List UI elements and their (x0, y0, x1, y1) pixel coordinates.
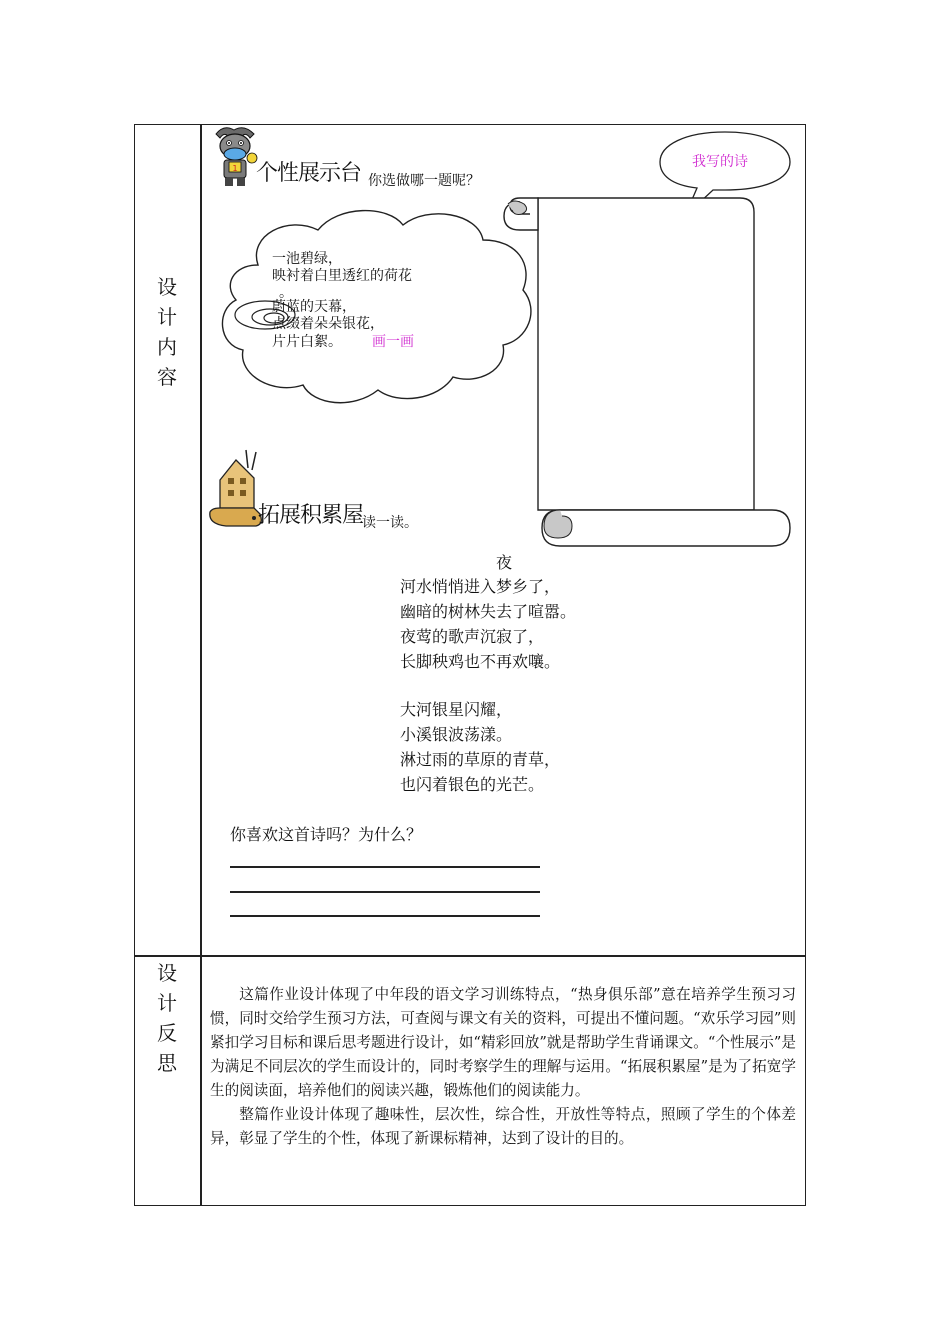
answer-line[interactable] (230, 915, 540, 917)
draw-label: 画一画 (372, 334, 414, 350)
scroll-writing-area (500, 190, 795, 552)
poem-line: 大河银星闪耀， (400, 700, 513, 719)
poem-stanza-1 (400, 574, 576, 674)
poem-line: 幽暗的树林失去了喧嚣。 (400, 602, 577, 621)
personal-showcase-heading: 个性展示台 (256, 161, 362, 186)
reflection-paragraph-1: 这篇作业设计体现了中年段的语文学习训练特点，“热身俱乐部”意在培养学生预习习惯，同时交给学生预习方法，可查阅与课文有关的资料，可提出不懂问题。“欢乐学习园”则紧扣学习目标和课后思考题进行设计，如“精彩回放”就是帮助学生背诵课文。“个性展示”是为满足不同层次的学生而设计的，同时考察学生的理解与运用。“拓展积累屋”是为了拓宽学生的阅读面，培养他们的阅读兴趣，锻炼他们的阅读能力。 (210, 986, 796, 1099)
poem-title: 夜 (496, 553, 513, 572)
cloud-line-3: 。 (279, 285, 293, 301)
svg-text:1: 1 (232, 164, 238, 173)
cow-mascot-icon (210, 124, 260, 188)
poem-line: 也闪着银色的光芒。 (400, 775, 545, 794)
answer-line[interactable] (230, 891, 540, 893)
expand-accumulate-heading: 拓展积累屋 (258, 503, 364, 528)
cloud-line-2: 映衬着白里透红的荷花 (272, 268, 412, 284)
table-row-divider (135, 955, 805, 957)
poem-line: 淋过雨的草原的青草， (400, 750, 561, 769)
poem-stanza-2 (400, 697, 560, 797)
personal-showcase-prompt: 你选做哪一题呢？ (368, 173, 480, 189)
reflection-paragraph-2: 整篇作业设计体现了趣味性，层次性，综合性，开放性等特点，照顾了学生的个体差异，彰显了学生的个性，体现了新课标精神，达到了设计的目的。 (210, 1106, 796, 1147)
question-text: 你喜欢这首诗吗？为什么？ (230, 825, 423, 844)
answer-line[interactable] (230, 866, 540, 868)
expand-accumulate-prompt: 读一读。 (362, 515, 418, 531)
cloud-line-6: 片片白絮。 (272, 334, 342, 350)
section-label-design-content: 设 计 内 容 (157, 275, 177, 389)
my-poem-label: 我写的诗 (692, 154, 748, 170)
reflection-text (210, 983, 796, 1151)
poem-line: 小溪银波荡漾。 (400, 725, 513, 744)
cloud-line-5: 点缀着朵朵银花， (272, 316, 384, 332)
poem-line: 夜莺的歌声沉寂了， (400, 627, 545, 646)
cloud-shape (218, 205, 538, 415)
cloud-line-4: 蔚蓝的天幕， (272, 299, 356, 315)
cloud-line-1: 一池碧绿， (272, 251, 342, 267)
poem-line: 河水悄悄进入梦乡了， (400, 577, 561, 596)
section-label-design-reflection: 设 计 反 思 (157, 961, 177, 1075)
snail-house-icon (206, 448, 266, 530)
table-column-divider (200, 125, 202, 1205)
poem-line: 长脚秧鸡也不再欢嚷。 (400, 652, 561, 671)
